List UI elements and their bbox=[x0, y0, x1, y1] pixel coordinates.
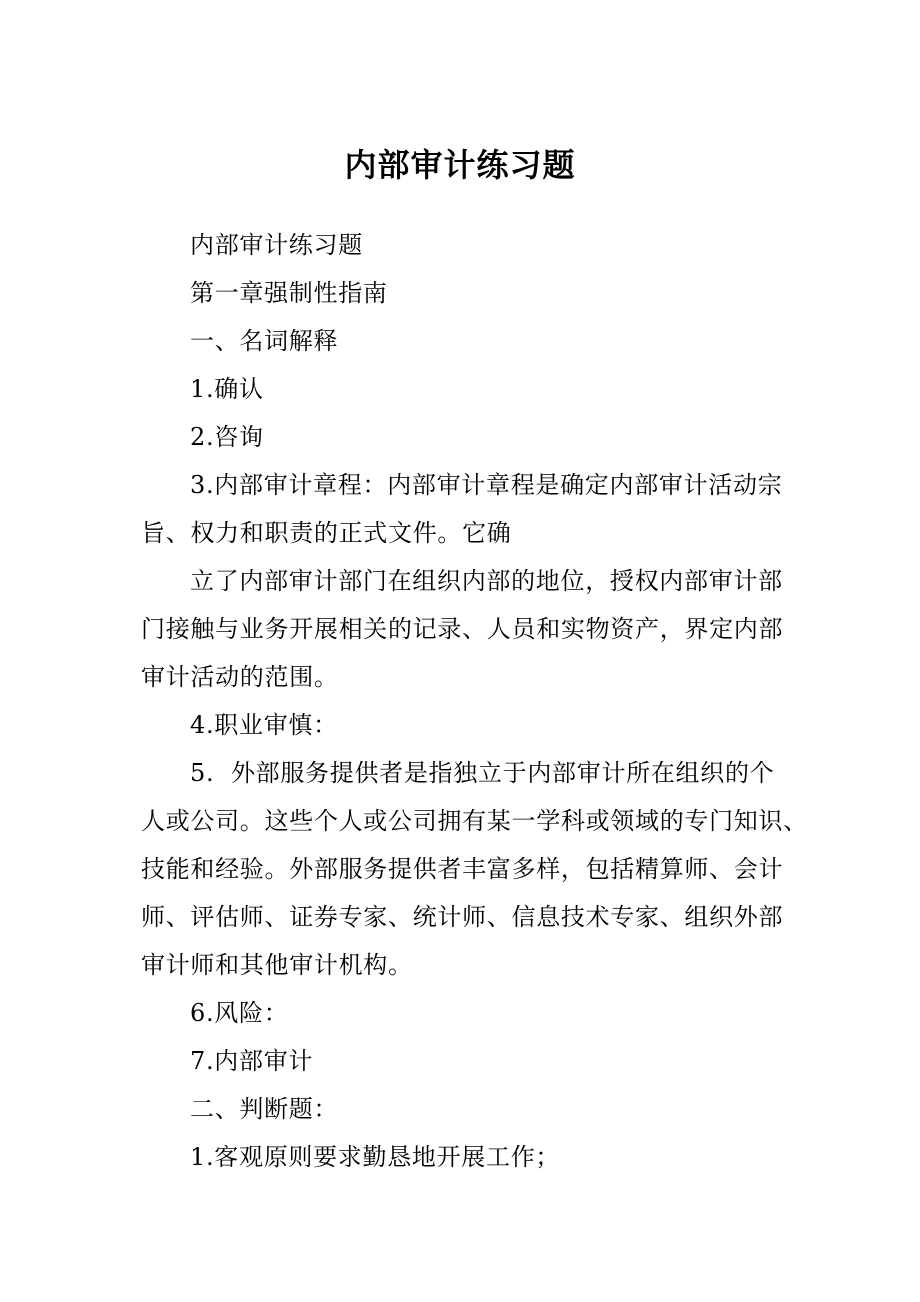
subtitle: 内部审计练习题 bbox=[190, 231, 363, 259]
term-item: 3.内部审计章程：内部审计章程是确定内部审计活动宗 bbox=[190, 471, 783, 499]
term-item: 5. 外部服务提供者是指独立于内部审计所在组织的个 bbox=[190, 759, 775, 787]
paragraph-line: 人或公司。这些个人或公司拥有某一学科或领域的专门知识、 bbox=[141, 807, 808, 835]
term-item: 1.确认 bbox=[190, 375, 264, 403]
chapter-heading: 第一章强制性指南 bbox=[190, 279, 388, 307]
paragraph-line: 旨、权力和职责的正式文件。它确 bbox=[141, 519, 512, 547]
paragraph-line: 审计活动的范围。 bbox=[141, 663, 339, 691]
document-title: 内部审计练习题 bbox=[344, 146, 576, 184]
paragraph-line: 审计师和其他审计机构。 bbox=[141, 951, 413, 979]
section-heading: 一、名词解释 bbox=[190, 327, 339, 355]
document-body bbox=[141, 221, 808, 1181]
paragraph-line: 师、评估师、证券专家、统计师、信息技术专家、组织外部 bbox=[141, 903, 784, 931]
term-item: 7.内部审计 bbox=[190, 1047, 314, 1075]
term-item: 2.咨询 bbox=[190, 423, 264, 451]
question-item: 1.客观原则要求勤恳地开展工作； bbox=[190, 1143, 561, 1171]
term-item: 4.职业审慎： bbox=[190, 711, 338, 739]
term-item: 6.风险： bbox=[190, 999, 289, 1027]
paragraph-line: 门接触与业务开展相关的记录、人员和实物资产，界定内部 bbox=[141, 615, 784, 643]
paragraph-line: 技能和经验。外部服务提供者丰富多样，包括精算师、会计 bbox=[141, 855, 784, 883]
section-heading: 二、判断题： bbox=[190, 1095, 339, 1123]
paragraph-line: 立了内部审计部门在组织内部的地位，授权内部审计部 bbox=[190, 567, 783, 595]
